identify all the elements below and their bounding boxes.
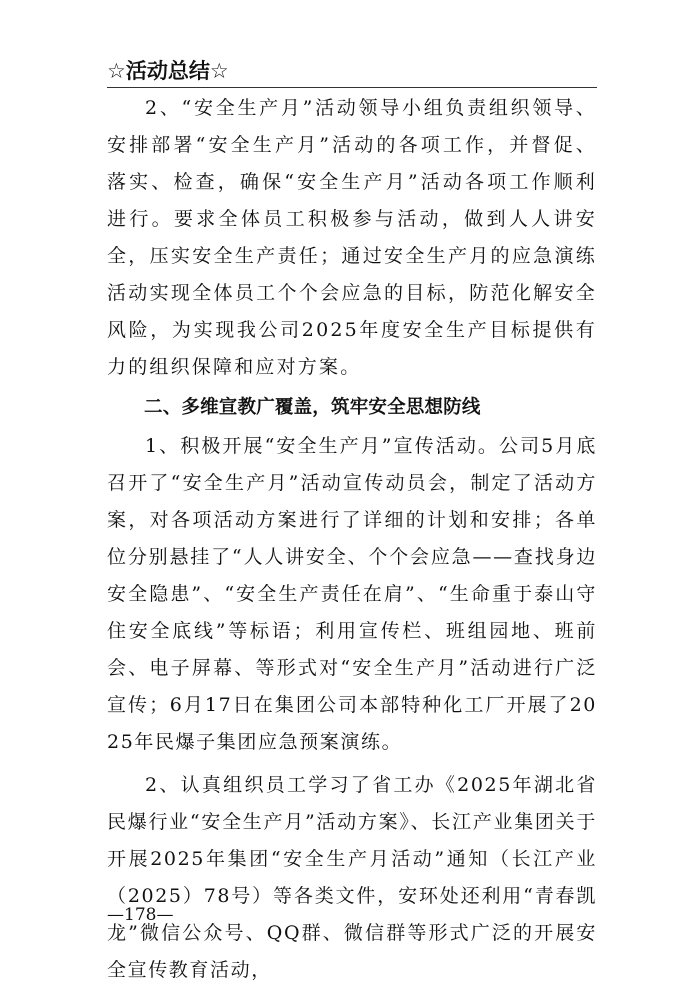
paragraph-publicity-activities: 1、积极开展“安全生产月”宣传活动。公司5月底召开了“安全生产月”活动宣传动员会，制定了活动方案，对各项活动方案进行了详细的计划和安排；各单位分别悬挂了“人人讲安全、个个会应急——查找身边安全隐患”、“安全生产责任在肩”、“生命重于泰山守住安全底线”等标语；利用宣传栏、班组园地、班前会、电子屏幕、等形式对“安全生产月”活动进行广泛宣传；6月17日在集团公司本部特种化工厂开展了2025年民爆子集团应急预案演练。: [107, 435, 597, 753]
paragraph-study-documents: 2、认真组织员工学习了省工办《2025年湖北省民爆行业“安全生产月”活动方案》、长江产业集团关于开展2025年集团“安全生产月活动”通知（长江产业（2025）78号）等各类文件，安环处还利用“青春凯龙”微信公众号、QQ群、微信群等形式广泛的开展安全宣传教育活动，: [107, 774, 597, 981]
header-title: ☆活动总结☆: [107, 59, 229, 83]
header-divider: [107, 87, 597, 88]
document-body: [107, 90, 597, 989]
section-heading: 二、多维宣教广覆盖，筑牢安全思想防线: [144, 397, 481, 418]
page-number: —178—: [107, 905, 174, 925]
paragraph-leadership-group: 2、“安全生产月”活动领导小组负责组织领导、安排部署“安全生产月”活动的各项工作，并督促、落实、检查，确保“安全生产月”活动各项工作顺利进行。要求全体员工积极参与活动，做到人人讲安全，压实安全生产责任；通过安全生产月的应急演练活动实现全体员工个个会应急的目标，防范化解安全风险，为实现我公司2025年度安全生产目标提供有力的组织保障和应对方案。: [107, 97, 597, 378]
